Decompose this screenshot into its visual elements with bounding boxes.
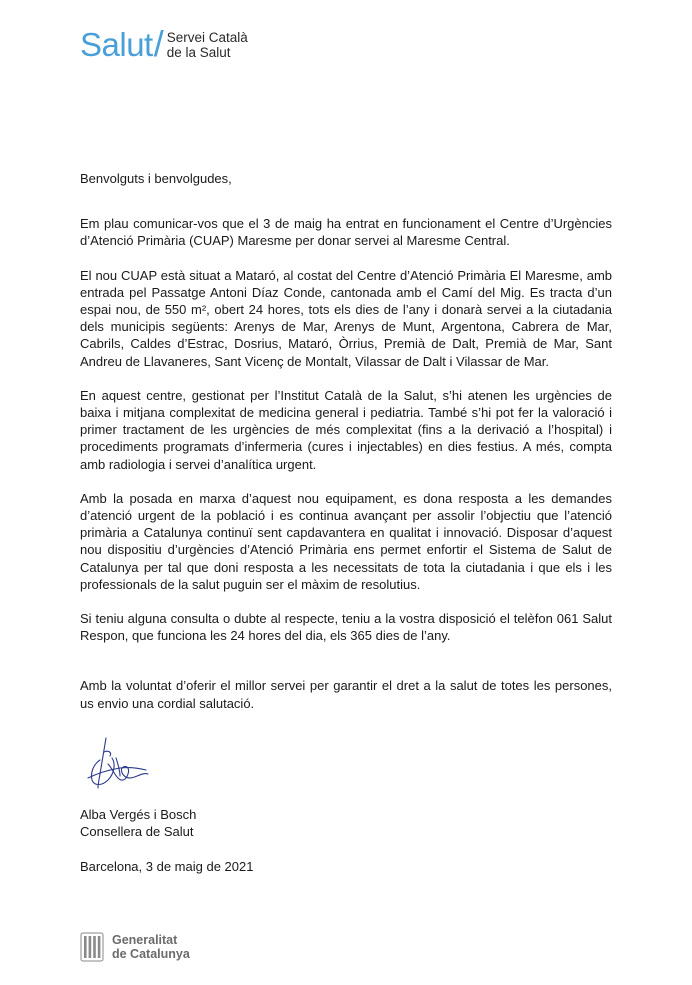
- letter-paragraph-2: El nou CUAP està situat a Mataró, al costat del Centre d’Atenció Primària El Maresme, amb entrada pel Passatge Antoni Díaz Conde, cantonada amb el Camí del Mig. Es tracta d’un espai nou, de 550 m², obert 24 hores, tots els dies de l’any i donarà servei a la ciutadania dels municipis següents: Arenys de Mar, Arenys de Munt, Argentona, Cabrera de Mar, Cabrils, Caldes d’Estrac, Dosrius, Mataró, Òrrius, Premià de Dalt, Premià de Mar, Sant Andreu de Llavaneres, Sant Vicenç de Montalt, Vilassar de Dalt i Vilassar de Mar.: [80, 267, 612, 369]
- salut-org-line2: de la Salut: [166, 45, 231, 60]
- salut-org-line1: Servei Català: [166, 30, 248, 45]
- letter-closing: Amb la voluntat d’oferir el millor servei per garantir el dret a la salut de totes les persones, us envio una cordial salutació.: [80, 678, 612, 711]
- generalitat-wordmark: [112, 933, 190, 961]
- letter-body: [80, 170, 612, 712]
- generalitat-emblem-icon: [80, 932, 104, 962]
- letter-paragraph-5: Si teniu alguna consulta o dubte al respecte, teniu a la vostra disposició el telèfon 061 Salut Respon, que funciona les 24 hores del dia, els 365 dies de l’any.: [80, 611, 612, 644]
- handwritten-signature: [86, 734, 158, 792]
- generalitat-line2: de Catalunya: [112, 947, 190, 961]
- letter-paragraph-4: Amb la posada en marxa d’aquest nou equipament, es dona resposta a les demandes d’atenció urgent de la població i es continua avançant per assolir l’objectiu que l’atenció primària a Catalunya continuï sent capdavantera en qualitat i innovació. Disposar d’aquest nou dispositiu d’urgències d’Atenció Primària ens permet enfortir el Sistema de Salut de Catalunya per tal que doni resposta a les necessitats de tota la ciutadania i que els i les professionals de la salut puguin ser el màxim de resolutius.: [80, 490, 612, 592]
- signer-name: Alba Vergés i Bosch: [80, 807, 197, 822]
- letter-greeting: Benvolguts i benvolgudes,: [80, 171, 232, 186]
- letter-paragraph-3: En aquest centre, gestionat per l’Institut Català de la Salut, s’hi atenen les urgències de baixa i mitjana complexitat de medicina general i pediatria. També s’hi pot fer la valoració i primer tractament de les urgències de més complexitat (fins a la derivació a l’hospital) i procediments programats d’infermeria (cures i injectables) en dies festius. A més, compta amb radiologia i servei d’analítica urgent.: [80, 387, 612, 472]
- generalitat-logo: [80, 932, 190, 962]
- signer-block: [80, 806, 196, 840]
- letter-paragraph-1: Em plau comunicar-vos que el 3 de maig ha entrat en funcionament el Centre d’Urgències d’Atenció Primària (CUAP) Maresme per donar servei al Maresme Central.: [80, 216, 612, 249]
- place-date: Barcelona, 3 de maig de 2021: [80, 859, 254, 874]
- salut-slash: /: [153, 23, 164, 64]
- salut-org-name: [167, 30, 248, 60]
- salut-brand-word: Salut: [80, 25, 153, 63]
- generalitat-line1: Generalitat: [112, 933, 178, 947]
- salut-logo: [80, 23, 248, 64]
- signer-title: Consellera de Salut: [80, 824, 194, 839]
